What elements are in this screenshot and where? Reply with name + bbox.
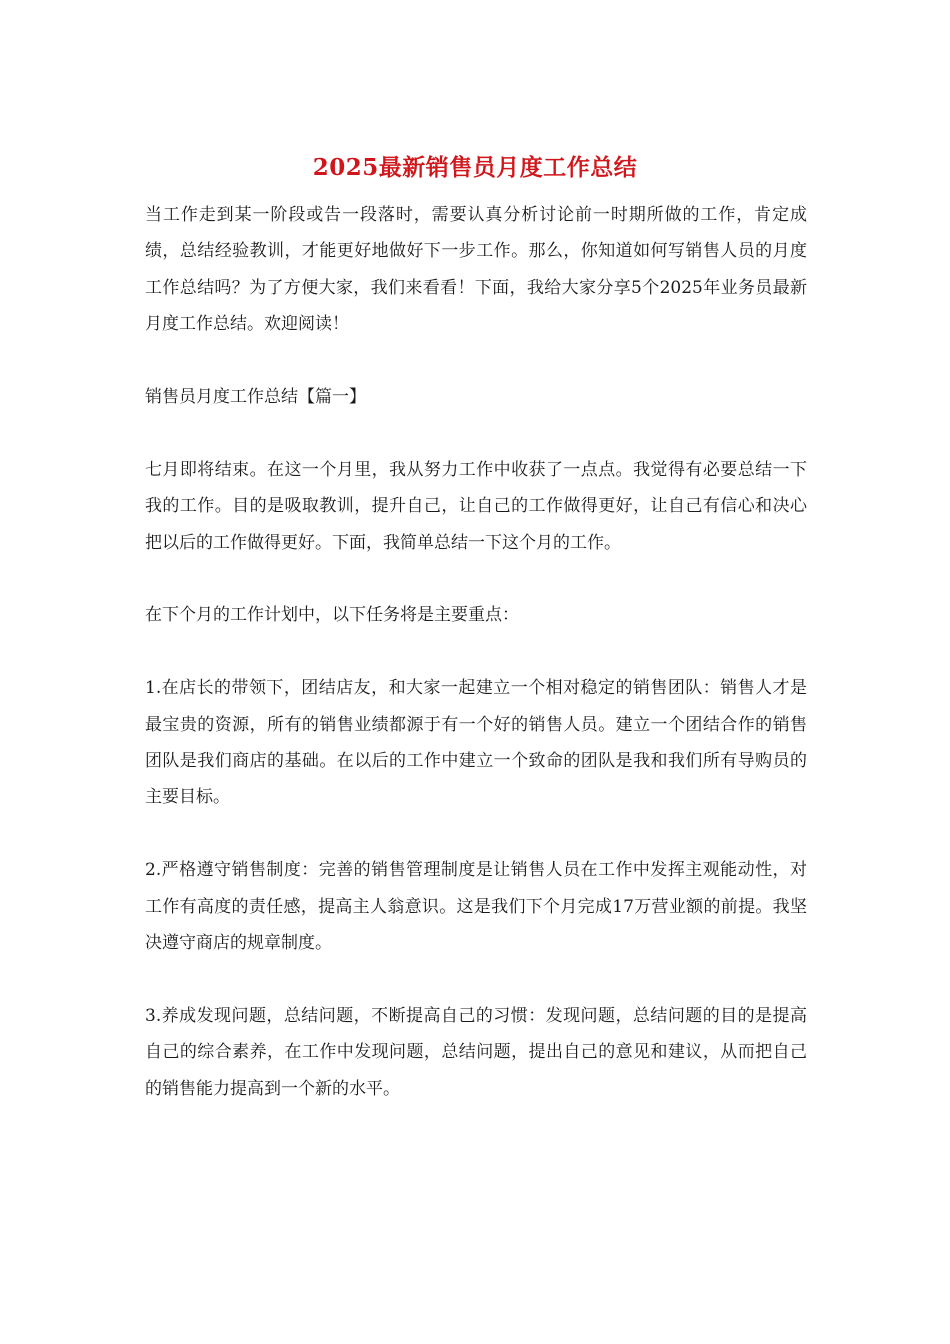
document-body	[145, 197, 807, 1107]
list-item: 1.在店长的带领下，团结店友，和大家一起建立一个相对稳定的销售团队：销售人才是最宝贵的资源，所有的销售业绩都源于有一个好的销售人员。建立一个团结合作的销售团队是我们商店的基础。在以后的工作中建立一个致命的团队是我和我们所有导购员的主要目标。	[145, 678, 807, 808]
section-heading: 销售员月度工作总结【篇一】	[145, 387, 366, 408]
body-paragraph: 在下个月的工作计划中，以下任务将是主要重点：	[145, 605, 519, 626]
list-item: 2.严格遵守销售制度：完善的销售管理制度是让销售人员在工作中发挥主观能动性，对工作有高度的责任感，提高主人翁意识。这是我们下个月完成17万营业额的前提。我坚决遵守商店的规章制度。	[145, 860, 807, 954]
intro-paragraph: 当工作走到某一阶段或告一段落时，需要认真分析讨论前一时期所做的工作，肯定成绩，总结经验教训，才能更好地做好下一步工作。那么，你知道如何写销售人员的月度工作总结吗？为了方便大家，我们来看看！下面，我给大家分享5个2025年业务员最新月度工作总结。欢迎阅读！	[145, 205, 807, 335]
list-item: 3.养成发现问题，总结问题，不断提高自己的习惯：发现问题，总结问题的目的是提高自己的综合素养，在工作中发现问题，总结问题，提出自己的意见和建议，从而把自己的销售能力提高到一个新的水平。	[145, 1005, 807, 1099]
document-title: 2025最新销售员月度工作总结	[312, 154, 638, 181]
body-paragraph: 七月即将结束。在这一个月里，我从努力工作中收获了一点点。我觉得有必要总结一下我的工作。目的是吸取教训，提升自己，让自己的工作做得更好，让自己有信心和决心把以后的工作做得更好。下面，我简单总结一下这个月的工作。	[145, 459, 807, 553]
